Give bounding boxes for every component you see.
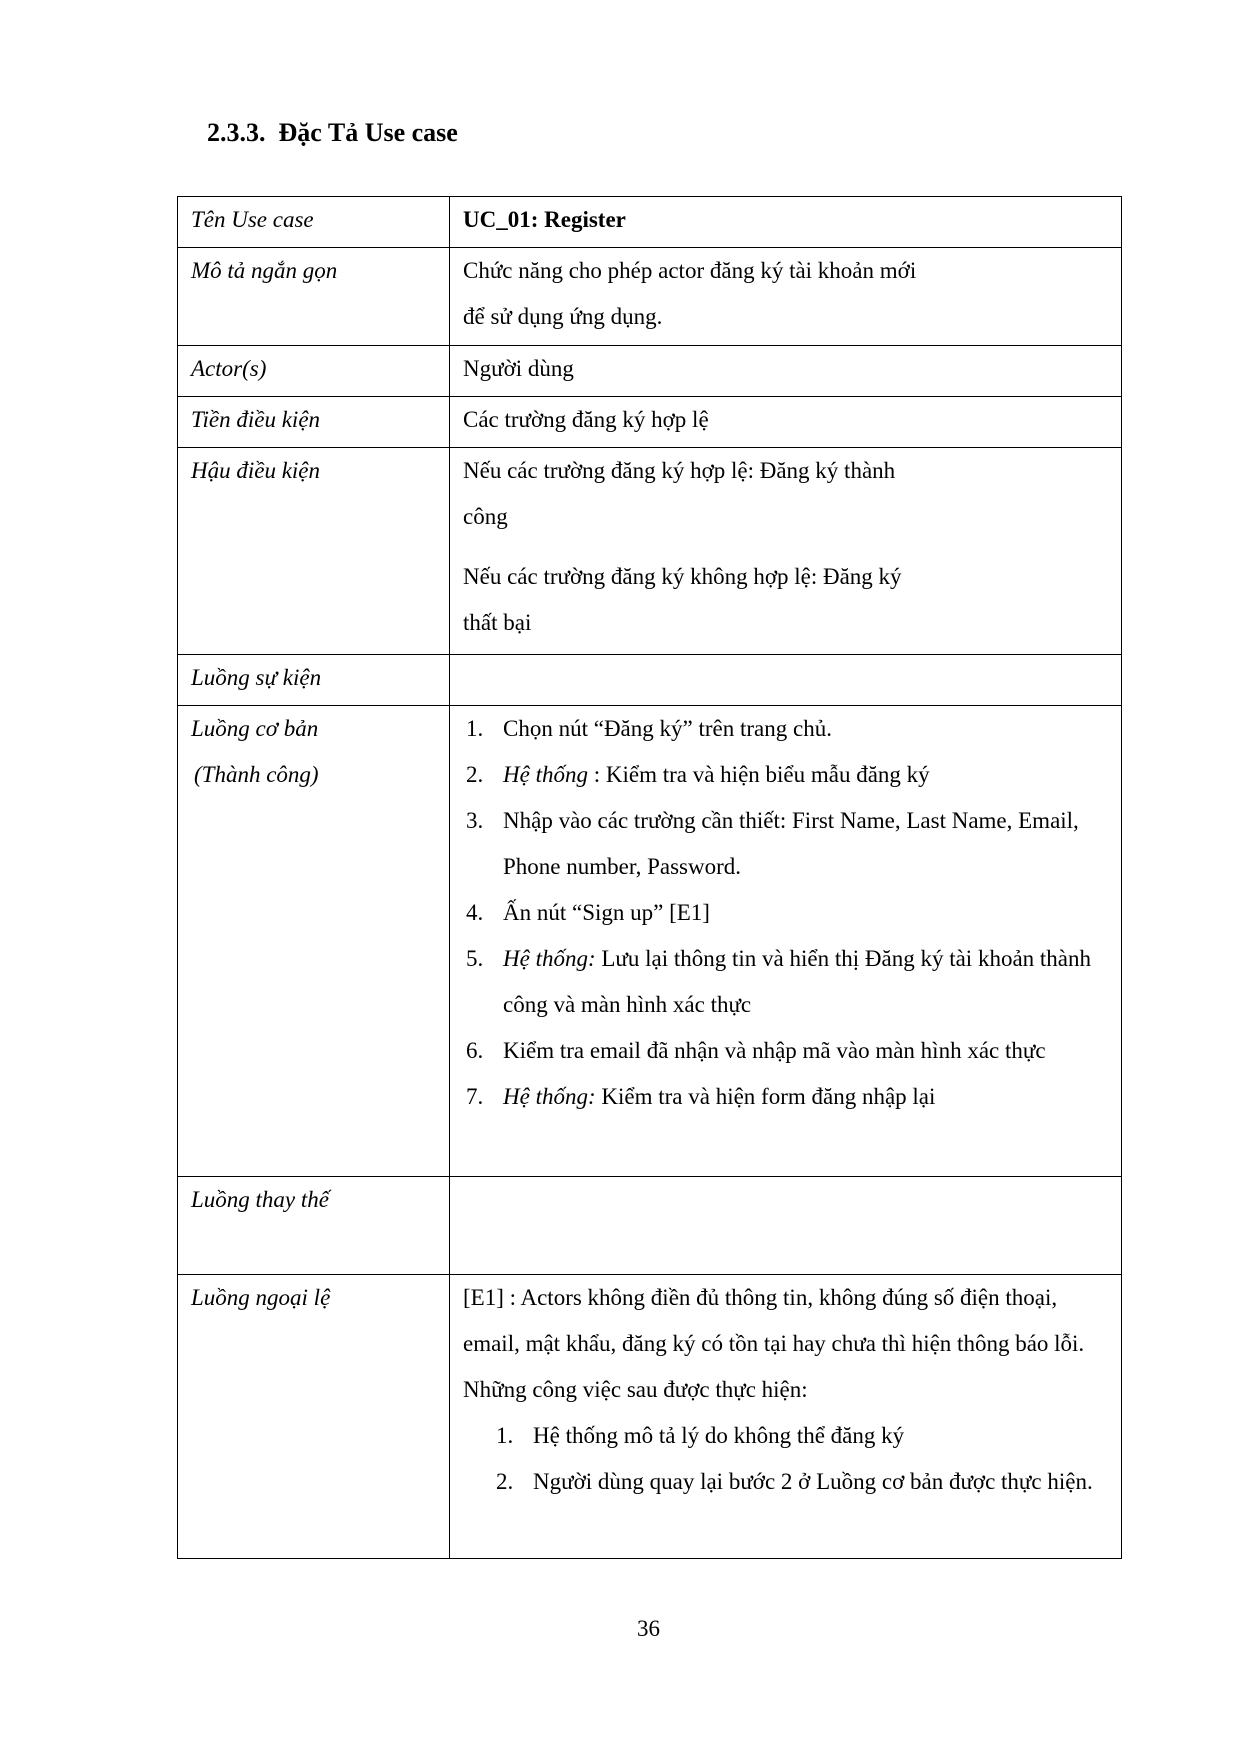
exception-step-1: 1. Hệ thống mô tả lý do không thể đăng ký [496,1423,905,1448]
label-description: Mô tả ngắn gọn [178,248,450,346]
value-actors: Người dùng [450,346,1122,397]
basic-step-1: 1. Chọn nút “Đăng ký” trên trang chủ. [466,716,832,741]
label-exception-flow: Luồng ngoại lệ [178,1275,450,1559]
label-precondition: Tiền điều kiện [178,397,450,448]
label-actors: Actor(s) [178,346,450,397]
basic-step-3: 3. Nhập vào các trường cần thiết: First Name, Last Name, Email, Phone number, Password. [466,808,1079,879]
basic-step-6: 6. Kiểm tra email đã nhận và nhập mã vào màn hình xác thực [466,1038,1046,1063]
value-exception-flow [450,1275,1122,1559]
table-row-postcondition [178,448,1122,655]
value-basic-flow [450,706,1122,1177]
table-row-name [178,197,1122,248]
basic-flow-label: Luồng cơ bản [191,716,319,741]
label-event-flow: Luồng sự kiện [178,655,450,706]
basic-step-2: 2. Hệ thống : Kiểm tra và hiện biểu mẫu đăng ký [466,762,930,787]
table-row-event-flow [178,655,1122,706]
exception-step-2: 2. Người dùng quay lại bước 2 ở Luồng cơ bản được thực hiện. [496,1469,1093,1494]
postcondition-failure [463,554,1101,646]
basic-step-5: 5. Hệ thống: Lưu lại thông tin và hiển thị Đăng ký tài khoản thành công và màn hình xác thực [466,946,1092,1017]
table-row-alternate-flow [178,1177,1122,1275]
table-row-description [178,248,1122,346]
value-description [450,248,1122,346]
label-basic-flow [178,706,450,1177]
table-row-precondition [178,397,1122,448]
postcondition-success [463,448,1101,540]
exception-steps [463,1413,1101,1505]
value-precondition: Các trường đăng ký hợp lệ [450,397,1122,448]
use-case-table [177,196,1122,1559]
table-row-basic-flow [178,706,1122,1177]
value-use-case-name: UC_01: Register [450,197,1122,248]
basic-flow-steps [463,706,1101,1120]
value-postcondition [450,448,1122,655]
table-row-exception-flow [178,1275,1122,1559]
value-alternate-flow [450,1177,1122,1275]
basic-step-7: 7. Hệ thống: Kiểm tra và hiện form đăng nhập lại [466,1084,936,1109]
postcondition-success-line-2: công [463,504,508,529]
exception-intro: [E1] : Actors không điền đủ thông tin, không đúng số điện thoại, email, mật khẩu, đăng ký có tồn tại hay chưa thì hiện thông báo lỗi. Những công việc sau được thực hiện: [463,1285,1085,1402]
description-line-1: Chức năng cho phép actor đăng ký tài khoản mới [463,258,917,283]
label-postcondition: Hậu điều kiện [178,448,450,655]
table-row-actors [178,346,1122,397]
label-use-case-name: Tên Use case [178,197,450,248]
basic-step-4: 4. Ấn nút “Sign up” [E1] [466,900,710,925]
postcondition-success-line-1: Nếu các trường đăng ký hợp lệ: Đăng ký thành [463,458,896,483]
page-number: 36 [637,1616,660,1641]
basic-flow-sublabel: (Thành công) [194,762,319,787]
postcondition-failure-line-2: thất bại [463,610,532,635]
postcondition-failure-line-1: Nếu các trường đăng ký không hợp lệ: Đăng ký [463,564,902,589]
label-alternate-flow: Luồng thay thế [178,1177,450,1275]
value-event-flow [450,655,1122,706]
section-heading: 2.3.3. Đặc Tả Use case [207,118,458,147]
description-line-2: để sử dụng ứng dụng. [463,304,663,329]
